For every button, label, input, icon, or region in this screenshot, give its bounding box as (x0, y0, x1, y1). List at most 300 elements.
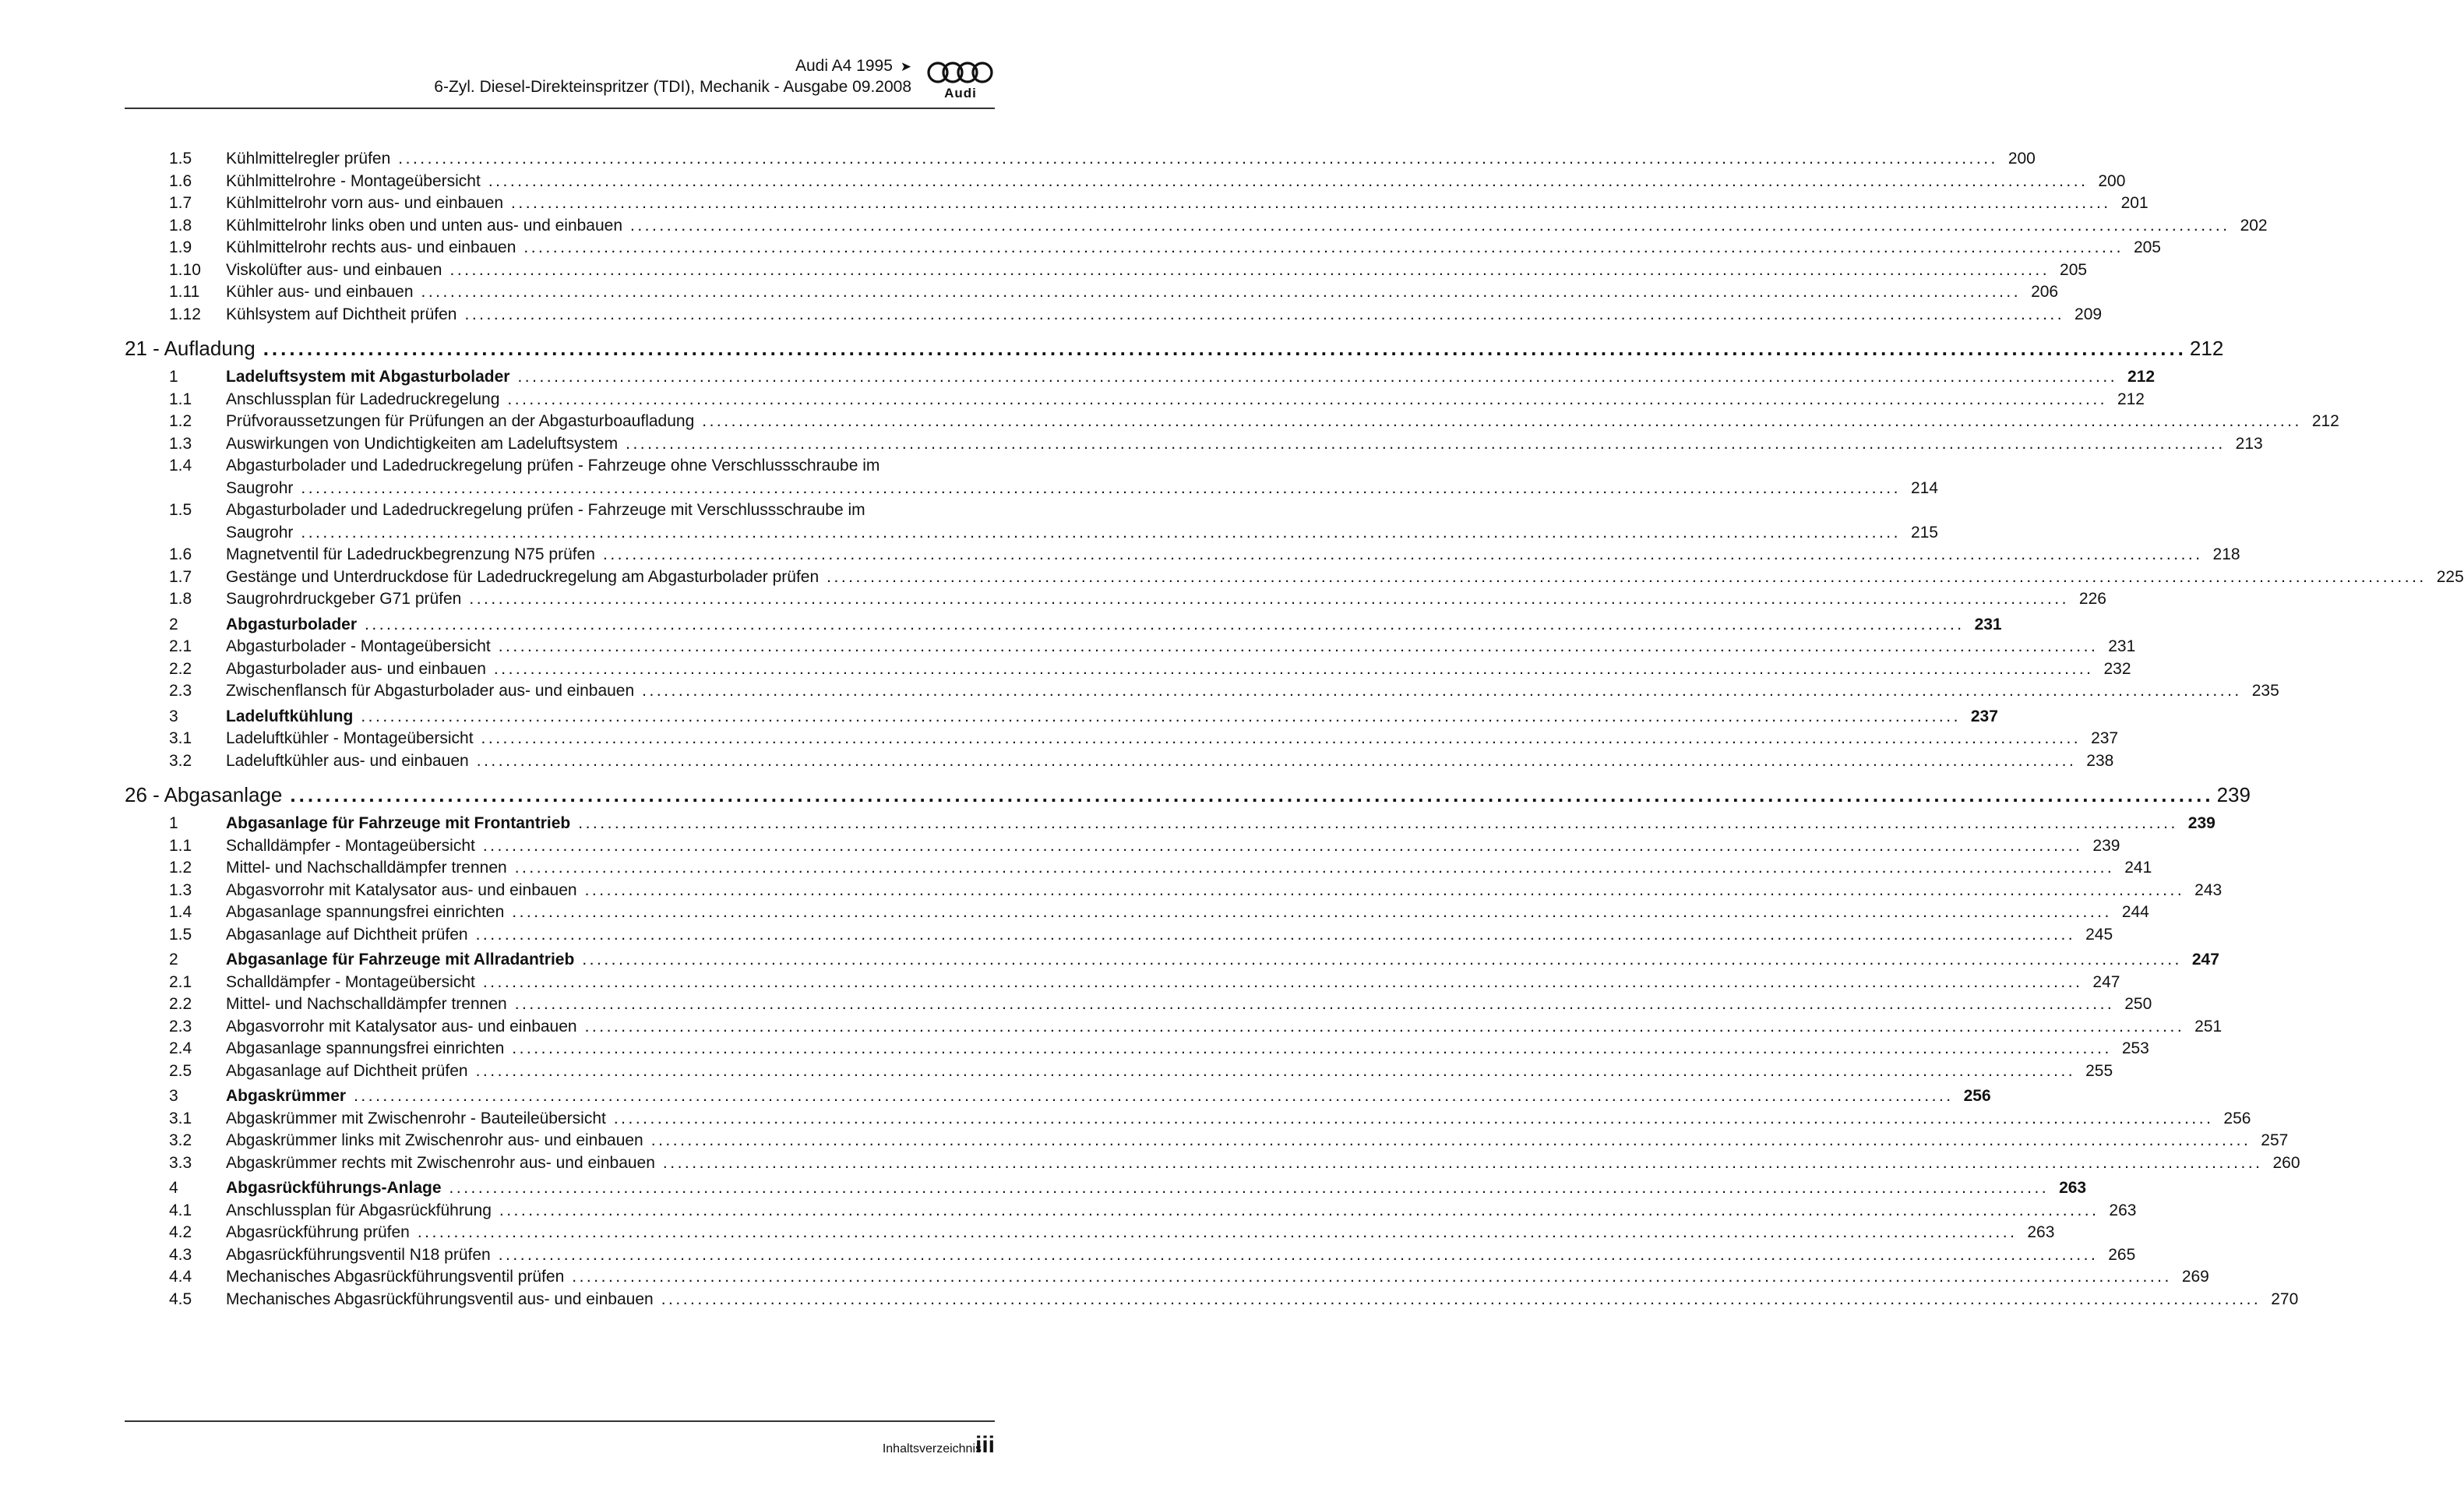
entry-page: 257 (2261, 1131, 2289, 1149)
entry-number: 1.7 (169, 194, 192, 212)
entry-number: 1.8 (169, 590, 192, 608)
entry-number: 1.1 (169, 836, 192, 855)
leader-dots: ............................................................................................................................................................................................................................ (488, 171, 2089, 190)
entry-body (226, 857, 2152, 880)
entry-number: 1.6 (169, 171, 192, 190)
entry-title: Kühlmittelregler prüfen (226, 150, 391, 168)
entry-body (226, 680, 2279, 703)
entry-body (226, 192, 2149, 215)
entry-page: 263 (2059, 1179, 2087, 1197)
entry-body (226, 411, 2339, 433)
entry-page: 256 (1963, 1087, 1991, 1105)
toc-ch21-s2items (125, 636, 2279, 703)
entry-title: Schalldämpfer - Montageübersicht (226, 836, 475, 855)
leader-dots: ............................................................................................................................................................................................................................ (642, 682, 2242, 700)
entry-number: 3.2 (169, 1131, 192, 1149)
leader-dots: ............................................................................................................................................................................................................................ (482, 836, 2083, 855)
entry-number: 1.5 (169, 501, 192, 519)
entry-title: Abgasturbolader aus- und einbauen (226, 659, 486, 678)
entry-body (226, 1130, 2289, 1152)
entry-title: Abgasturbolader und Ladedruckregelung prüfen - Fahrzeuge ohne Verschlussschraube im (226, 457, 880, 475)
footer-divider (125, 1420, 995, 1422)
entry-number: 3.1 (169, 1109, 192, 1127)
toc-entry[interactable] (125, 1108, 2251, 1131)
leader-dots: ............................................................................................................................................................................................................................ (493, 659, 2094, 678)
header-divider (125, 108, 995, 109)
entry-number: 1.8 (169, 216, 192, 235)
entry-number: 1.1 (169, 390, 192, 408)
toc-intro-list (125, 148, 2268, 326)
entry-number: 3 (169, 1087, 178, 1105)
entry-page: 212 (2127, 368, 2156, 386)
leader-dots: ............................................................................................................................................................................................................................ (523, 238, 2124, 256)
toc-ch21-s2 (125, 614, 2002, 637)
entry-number: 1.2 (169, 412, 192, 430)
entry-body (226, 566, 2464, 589)
entry-number: 2.2 (169, 659, 192, 678)
entry-body (226, 304, 2103, 326)
entry-title: Ladeluftkühler aus- und einbauen (226, 751, 469, 770)
entry-title: Ladeluftkühlung (226, 707, 354, 725)
leader-dots: ............................................................................................................................................................................................................................ (578, 814, 2178, 832)
chapter-title: 21 - Aufladung (125, 337, 256, 360)
entry-page: 231 (1974, 615, 2002, 633)
entry-body (226, 880, 2223, 902)
toc-entry[interactable] (125, 148, 2036, 171)
entry-body (226, 1152, 2300, 1175)
leader-dots: ............................................................................................................................................................................................................................ (354, 1087, 1954, 1105)
leader-dots: ............................................................................................................................................................................................................................ (661, 1290, 2261, 1308)
page-header (125, 56, 995, 108)
entry-title: Abgasturbolader (226, 615, 358, 633)
entry-body (226, 259, 2088, 282)
entry-page: 265 (2108, 1245, 2136, 1264)
entry-title: Abgasanlage auf Dichtheit prüfen (226, 925, 468, 944)
toc-section[interactable] (125, 1085, 1991, 1108)
entry-body (226, 433, 2263, 456)
toc-entry[interactable] (125, 433, 2263, 456)
leader-dots: ............................................................................................................................................................................................................................ (584, 880, 2185, 899)
toc-entry[interactable] (125, 901, 2149, 924)
leader-dots: ............................................................................................................................................................................................................................ (476, 751, 2077, 770)
entry-page: 247 (2092, 972, 2120, 991)
toc-entry[interactable] (125, 1200, 2137, 1223)
entry-number: 1.3 (169, 434, 192, 453)
entry-title: Abgasvorrohr mit Katalysator aus- und einbauen (226, 880, 577, 899)
leader-dots: ............................................................................................................................................................................................................................ (449, 260, 2050, 279)
leader-dots: ............................................................................................................................................................................................................................ (290, 783, 2214, 806)
entry-title: Kühlmittelrohr links oben und unten aus- und einbauen (226, 216, 623, 235)
entry-page: 200 (2008, 150, 2036, 168)
toc-entry[interactable] (125, 1289, 2299, 1311)
toc-entry[interactable] (125, 835, 2120, 858)
entry-title: Abgasturbolader und Ladedruckregelung prüfen - Fahrzeuge mit Verschlussschraube im (226, 501, 865, 519)
header-model (434, 56, 911, 77)
toc-ch21-s3items (125, 728, 2119, 772)
entry-page: 263 (2027, 1223, 2055, 1241)
toc-entry[interactable] (125, 924, 2113, 947)
entry-page: 263 (2109, 1201, 2137, 1219)
entry-body (226, 614, 2002, 637)
toc-section[interactable] (125, 614, 2002, 637)
entry-page: 237 (2091, 729, 2119, 747)
entry-title: Mechanisches Abgasrückführungsventil aus- und einbauen (226, 1290, 654, 1308)
toc-ch26-s3 (125, 1085, 1991, 1108)
toc-entry[interactable] (125, 972, 2120, 994)
toc-entry[interactable] (125, 680, 2279, 703)
entry-title: Abgasanlage für Fahrzeuge mit Frontantrieb (226, 814, 571, 832)
leader-dots: ............................................................................................................................................................................................................................ (361, 707, 1961, 725)
leader-dots: ............................................................................................................................................................................................................................ (613, 1109, 2214, 1127)
leader-dots: ............................................................................................................................................................................................................................ (417, 1223, 2018, 1241)
entry-page: 205 (2133, 238, 2161, 256)
entry-body (226, 1108, 2251, 1131)
entry-title: Schalldämpfer - Montageübersicht (226, 972, 475, 991)
entry-page: 201 (2120, 194, 2149, 212)
toc-entry[interactable] (125, 281, 2059, 304)
entry-number: 1.12 (169, 305, 201, 323)
entry-body (226, 499, 1938, 544)
entry-body (226, 813, 2215, 835)
entry-page: 215 (1910, 523, 1938, 542)
entry-number: 1.10 (169, 260, 201, 279)
leader-dots: ............................................................................................................................................................................................................................ (498, 637, 2099, 655)
toc-section[interactable] (125, 949, 2219, 972)
leader-dots: ............................................................................................................................................................................................................................ (517, 368, 2118, 386)
entry-title: Abgasanlage auf Dichtheit prüfen (226, 1061, 468, 1080)
entry-page: 212 (2117, 390, 2145, 408)
entry-number: 1.4 (169, 903, 192, 921)
entry-body (226, 993, 2152, 1016)
entry-page: 247 (2191, 951, 2219, 969)
leader-dots: ............................................................................................................................................................................................................................ (512, 1039, 2112, 1057)
entry-body (226, 1060, 2113, 1083)
entry-title: Abgasrückführungsventil N18 prüfen (226, 1245, 491, 1264)
entry-title: Abgaskrümmer mit Zwischenrohr - Bauteileübersicht (226, 1109, 606, 1127)
entry-body (226, 1222, 2055, 1244)
entry-body (226, 1244, 2136, 1267)
entry-title: Mittel- und Nachschalldämpfer trennen (226, 859, 507, 877)
toc-entry[interactable] (125, 1060, 2113, 1083)
toc-entry[interactable] (125, 1130, 2289, 1152)
entry-number: 1.9 (169, 238, 192, 256)
toc-entry[interactable] (125, 499, 1938, 544)
entry-number: 2.1 (169, 972, 192, 991)
leader-dots: ............................................................................................................................................................................................................................ (469, 590, 2069, 608)
toc-entry[interactable] (125, 1016, 2223, 1039)
entry-page: 237 (1970, 707, 1998, 725)
toc-entry[interactable] (125, 215, 2268, 238)
leader-dots: ............................................................................................................................................................................................................................ (481, 729, 2082, 747)
toc-entry[interactable] (125, 1152, 2300, 1175)
entry-body (226, 281, 2059, 304)
entry-title: Prüfvoraussetzungen für Prüfungen an der Abgasturboaufladung (226, 412, 695, 430)
entry-wrapline (226, 478, 1938, 500)
leader-dots: ............................................................................................................................................................................................................................ (511, 194, 2111, 212)
toc-entry[interactable] (125, 544, 2240, 566)
toc-entry[interactable] (125, 1244, 2136, 1267)
toc-section[interactable] (125, 366, 2156, 389)
chapter-26-heading[interactable] (125, 782, 2251, 808)
chapter-page: 239 (2216, 783, 2251, 806)
entry-body (226, 1200, 2137, 1223)
entry-title: Gestänge und Unterdruckdose für Ladedruckregelung am Abgasturbolader prüfen (226, 567, 820, 586)
header-subtitle: 6-Zyl. Diesel-Direkteinspritzer (TDI), Mechanik - Ausgabe 09.2008 (434, 78, 911, 96)
entry-page: 255 (2085, 1061, 2113, 1080)
entry-page: 270 (2271, 1290, 2299, 1308)
toc-entry[interactable] (125, 259, 2088, 282)
entry-number: 3 (169, 707, 178, 725)
toc-entry[interactable] (125, 411, 2339, 433)
toc-entry[interactable] (125, 237, 2161, 259)
entry-page: 214 (1910, 478, 1938, 497)
leader-dots: ............................................................................................................................................................................................................................ (584, 1017, 2185, 1036)
entry-number: 3.1 (169, 729, 192, 747)
entry-title: Abgasanlage spannungsfrei einrichten (226, 1039, 505, 1057)
toc-entry[interactable] (125, 566, 2464, 589)
entry-body (226, 658, 2131, 681)
entry-number: 2.2 (169, 995, 192, 1013)
leader-dots: ............................................................................................................................................................................................................................ (827, 567, 2427, 586)
entry-title: Abgasturbolader - Montageübersicht (226, 637, 491, 655)
entry-title-cont: Saugrohr (226, 478, 294, 497)
leader-dots: ............................................................................................................................................................................................................................ (514, 859, 2115, 877)
audi-logo-text: Audi (944, 86, 977, 101)
entry-title: Ladeluftsystem mit Abgasturbolader (226, 368, 510, 386)
toc-ch21-s1a (125, 389, 2339, 456)
entry-page: 218 (2212, 545, 2240, 563)
toc-entry[interactable] (125, 389, 2145, 411)
toc-ch26-s4 (125, 1177, 2087, 1200)
toc-entry[interactable] (125, 857, 2152, 880)
entry-page: 239 (2092, 836, 2120, 855)
chapter-page: 212 (2189, 337, 2224, 360)
entry-body (226, 544, 2240, 566)
chapter-21-heading[interactable] (125, 335, 2224, 362)
leader-dots: ............................................................................................................................................................................................................................ (650, 1131, 2251, 1149)
entry-title: Abgaskrümmer (226, 1087, 347, 1105)
entry-number: 1.11 (169, 283, 200, 301)
leader-dots: ............................................................................................................................................................................................................................ (301, 478, 1901, 497)
entry-body (226, 215, 2268, 238)
entry-title: Abgasvorrohr mit Katalysator aus- und einbauen (226, 1017, 577, 1036)
entry-title: Abgaskrümmer links mit Zwischenrohr aus- und einbauen (226, 1131, 643, 1149)
entry-number: 1.5 (169, 925, 192, 944)
entry-body (226, 901, 2149, 924)
entry-body (226, 588, 2106, 611)
toc-entry[interactable] (125, 588, 2106, 611)
entry-number: 1 (169, 814, 178, 832)
entry-title: Abgaskrümmer rechts mit Zwischenrohr aus- und einbauen (226, 1153, 655, 1172)
toc-section[interactable] (125, 706, 1998, 729)
entry-title: Mechanisches Abgasrückführungsventil prüfen (226, 1268, 565, 1286)
entry-number: 4.4 (169, 1268, 192, 1286)
entry-page: 260 (2272, 1153, 2300, 1172)
entry-title: Anschlussplan für Abgasrückführung (226, 1201, 492, 1219)
leader-dots: ............................................................................................................................................................................................................................ (662, 1153, 2263, 1172)
toc-ch21-s1b (125, 544, 2464, 611)
toc-entry[interactable] (125, 880, 2223, 902)
entry-title: Abgasanlage für Fahrzeuge mit Allradantrieb (226, 951, 575, 969)
leader-dots: ............................................................................................................................................................................................................................ (263, 337, 2187, 360)
entry-title: Abgasanlage spannungsfrei einrichten (226, 903, 505, 921)
entry-title: Magnetventil für Ladedruckbegrenzung N75 prüfen (226, 545, 595, 563)
entry-page: 243 (2194, 880, 2223, 899)
entry-page: 251 (2194, 1017, 2223, 1036)
toc-section[interactable] (125, 1177, 2087, 1200)
entry-page: 250 (2124, 995, 2152, 1013)
entry-number: 4 (169, 1179, 178, 1197)
entry-number: 1.7 (169, 567, 192, 586)
leader-dots: ............................................................................................................................................................................................................................ (365, 615, 1965, 633)
leader-dots: ............................................................................................................................................................................................................................ (482, 972, 2083, 991)
entry-title: Kühlsystem auf Dichtheit prüfen (226, 305, 457, 323)
entry-title: Mittel- und Nachschalldämpfer trennen (226, 995, 507, 1013)
entry-body (226, 1085, 1991, 1108)
leader-dots: ............................................................................................................................................................................................................................ (499, 1201, 2099, 1219)
entry-page: 256 (2223, 1109, 2251, 1127)
leader-dots: ............................................................................................................................................................................................................................ (475, 925, 2076, 944)
entry-number: 2 (169, 615, 178, 633)
entry-body (226, 148, 2036, 171)
entry-number: 3.3 (169, 1153, 192, 1172)
entry-wrapline (226, 522, 1938, 545)
entry-title: Kühlmittelrohr vorn aus- und einbauen (226, 194, 504, 212)
entry-title: Abgasrückführungs-Anlage (226, 1179, 442, 1197)
entry-page: 226 (2078, 590, 2106, 608)
toc-ch26-s1items (125, 835, 2223, 947)
entry-page: 253 (2121, 1039, 2149, 1057)
toc-entry[interactable] (125, 192, 2149, 215)
entry-body (226, 389, 2145, 411)
toc-ch26-s2 (125, 949, 2219, 972)
toc-entry[interactable] (125, 636, 2136, 658)
entry-body (226, 835, 2120, 858)
leader-dots: ............................................................................................................................................................................................................................ (514, 995, 2115, 1013)
leader-dots: ............................................................................................................................................................................................................................ (512, 903, 2112, 921)
leader-dots: ............................................................................................................................................................................................................................ (602, 545, 2203, 563)
entry-page: 212 (2311, 412, 2339, 430)
entry-title: Saugrohrdruckgeber G71 prüfen (226, 590, 462, 608)
toc-ch21-s1 (125, 366, 2156, 389)
entry-title: Abgasrückführung prüfen (226, 1223, 410, 1241)
toc-ch26-s4items (125, 1200, 2299, 1311)
toc-ch21-s3 (125, 706, 1998, 729)
entry-number: 2.4 (169, 1039, 192, 1057)
toc-ch26-s1 (125, 813, 2215, 835)
toc-section[interactable] (125, 813, 2215, 835)
entry-page: 231 (2108, 637, 2136, 655)
entry-body (226, 237, 2161, 259)
entry-title: Viskolüfter aus- und einbauen (226, 260, 442, 279)
leader-dots: ............................................................................................................................................................................................................................ (449, 1179, 2050, 1197)
toc-entry[interactable] (125, 1266, 2209, 1289)
entry-body (226, 924, 2113, 947)
entry-number: 3.2 (169, 751, 192, 770)
entry-page: 202 (2240, 216, 2268, 235)
entry-number: 1.5 (169, 150, 192, 168)
toc-entry[interactable] (125, 304, 2103, 326)
entry-number: 2.3 (169, 682, 192, 700)
entry-page: 245 (2085, 925, 2113, 944)
entry-number: 1.4 (169, 457, 192, 475)
entry-page: 241 (2124, 859, 2152, 877)
leader-dots: ............................................................................................................................................................................................................................ (582, 951, 2182, 969)
leader-dots: ............................................................................................................................................................................................................................ (630, 216, 2230, 235)
toc-entry[interactable] (125, 993, 2152, 1016)
entry-title: Anschlussplan für Ladedruckregelung (226, 390, 500, 408)
entry-title: Auswirkungen von Undichtigkeiten am Ladeluftsystem (226, 434, 619, 453)
entry-number: 1.6 (169, 545, 192, 563)
entry-number: 2.5 (169, 1061, 192, 1080)
toc-entry[interactable] (125, 750, 2114, 773)
arrow-right-icon: ➤ (900, 59, 911, 74)
leader-dots: ............................................................................................................................................................................................................................ (572, 1268, 2172, 1286)
entry-page: 205 (2060, 260, 2088, 279)
audi-logo (926, 59, 995, 103)
table-of-contents (125, 148, 2464, 1311)
entry-page: 209 (2074, 305, 2103, 323)
entry-page: 225 (2436, 567, 2464, 586)
toc-ch26-s2items (125, 972, 2223, 1083)
entry-number: 2.3 (169, 1017, 192, 1036)
entry-page: 244 (2121, 903, 2149, 921)
leader-dots: ............................................................................................................................................................................................................................ (398, 150, 1998, 168)
toc-entry[interactable] (125, 171, 2126, 193)
leader-dots: ............................................................................................................................................................................................................................ (626, 434, 2226, 453)
leader-dots: ............................................................................................................................................................................................................................ (421, 283, 2022, 301)
toc-entry[interactable] (125, 455, 1938, 499)
entry-body (226, 636, 2136, 658)
entry-number: 4.3 (169, 1245, 192, 1264)
entry-body (226, 1016, 2223, 1039)
entry-body (226, 455, 1938, 499)
entry-title: Kühler aus- und einbauen (226, 283, 414, 301)
entry-page: 235 (2251, 682, 2279, 700)
header-model-text: Audi A4 1995 (795, 57, 893, 75)
leader-dots: ............................................................................................................................................................................................................................ (464, 305, 2065, 323)
entry-body (226, 750, 2114, 773)
entry-number: 4.5 (169, 1290, 192, 1308)
entry-page: 213 (2235, 434, 2263, 453)
entry-title-cont: Saugrohr (226, 523, 294, 542)
entry-body (226, 1289, 2299, 1311)
entry-body (226, 1177, 2087, 1200)
entry-title: Kühlmittelrohr rechts aus- und einbauen (226, 238, 516, 256)
toc-entry[interactable] (125, 658, 2131, 681)
leader-dots: ............................................................................................................................................................................................................................ (702, 412, 2302, 430)
entry-page: 232 (2103, 659, 2131, 678)
toc-ch26-s3items (125, 1108, 2300, 1175)
entry-body (226, 949, 2219, 972)
entry-page: 239 (2187, 814, 2215, 832)
entry-title: Ladeluftkühler - Montageübersicht (226, 729, 474, 747)
audi-rings-icon (926, 59, 995, 86)
chapter-title: 26 - Abgasanlage (125, 783, 283, 806)
toc-entry[interactable] (125, 728, 2119, 750)
entry-number: 2.1 (169, 637, 192, 655)
toc-entry[interactable] (125, 1222, 2055, 1244)
header-text (434, 56, 911, 97)
footer-page-number: iii (975, 1432, 995, 1458)
entry-page: 206 (2031, 283, 2059, 301)
entry-title: Kühlmittelrohre - Montageübersicht (226, 171, 481, 190)
leader-dots: ............................................................................................................................................................................................................................ (301, 523, 1901, 542)
entry-number: 1.2 (169, 859, 192, 877)
entry-body (226, 706, 1998, 729)
toc-entry[interactable] (125, 1038, 2149, 1060)
entry-number: 4.2 (169, 1223, 192, 1241)
